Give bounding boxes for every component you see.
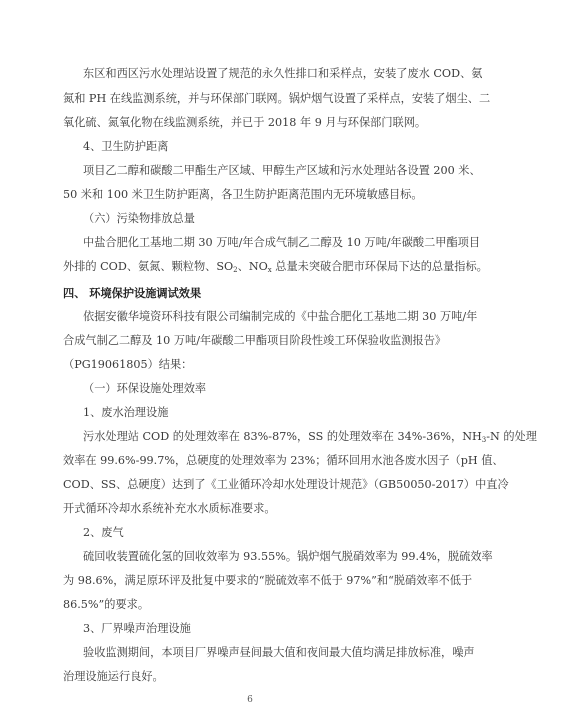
subheading: 1、废水治理设施: [83, 406, 169, 419]
subheading: 3、厂界噪声治理设施: [83, 622, 191, 635]
paragraph-line: 氧化硫、氮氧化物在线监测系统，并已于 2018 年 9 月与环保部门联网。: [63, 116, 427, 129]
paragraph-line: 86.5%”的要求。: [63, 598, 150, 611]
paragraph-line: （PG19061805）结果：: [63, 358, 193, 371]
section-heading: 四、 环境保护设施调试效果: [63, 286, 202, 300]
paragraph-line: 开式循环冷却水系统补充水水质标准要求。: [63, 502, 276, 515]
paragraph-line: 为 98.6%，满足原环评及批复中要求的“脱硫效率不低于 97%”和“脱硝效率不低于: [63, 574, 473, 587]
subheading: 4、卫生防护距离: [83, 140, 169, 153]
paragraph-line: 项目乙二醇和碳酸二甲酯生产区域、甲醇生产区域和污水处理站各设置 200 米、: [83, 164, 481, 177]
subheading: 2、废气: [83, 526, 124, 539]
subheading: （六）污染物排放总量: [83, 212, 195, 225]
paragraph-line: 依据安徽华境资环科技有限公司编制完成的《中盐合肥化工基地二期 30 万吨/年: [83, 310, 478, 323]
paragraph-line: COD、SS、总硬度）达到了《工业循环冷却水处理设计规范》（GB50050-2017）中直冷: [63, 478, 509, 491]
paragraph-line: 中盐合肥化工基地二期 30 万吨/年合成气制乙二醇及 10 万吨/年碳酸二甲酯项目: [83, 236, 481, 249]
paragraph-line: 东区和西区污水处理站设置了规范的永久性排口和采样点，安装了废水 COD、氨: [83, 67, 483, 80]
subheading: （一）环保设施处理效率: [83, 382, 207, 395]
paragraph-line: 氮和 PH 在线监测系统，并与环保部门联网。锅炉烟气设置了采样点，安装了烟尘、二: [63, 92, 491, 105]
paragraph-line: 合成气制乙二醇及 10 万吨/年碳酸二甲酯项目阶段性竣工环保验收监测报告》: [63, 334, 447, 347]
paragraph-line: 外排的 COD、氨氮、颗粒物、$SO_2$、$NO_x$ 总量未突破合肥市环保局下达的总量指标。: [63, 260, 488, 274]
paragraph-line: 效率在 99.6%-99.7%，总硬度的处理效率为 23%；循环回用水池各废水因子（pH 值、: [63, 454, 504, 467]
paragraph-line: 治理设施运行良好。: [63, 670, 164, 683]
paragraph-line: 验收监测期间，本项目厂界噪声昼间最大值和夜间最大值均满足排放标准，噪声: [83, 646, 475, 659]
paragraph-line: 硫回收装置硫化氢的回收效率为 93.55%。锅炉烟气脱硝效率为 99.4%，脱硫效率: [83, 550, 493, 563]
paragraph-line: 50 米和 100 米卫生防护距离，各卫生防护距离范围内无环境敏感目标。: [63, 188, 423, 201]
paragraph-line: 污水处理站 COD 的处理效率在 83%-87%，SS 的处理效率在 34%-36%，$NH_3-N$ 的处理: [83, 430, 537, 444]
page-number: 6: [247, 695, 253, 705]
